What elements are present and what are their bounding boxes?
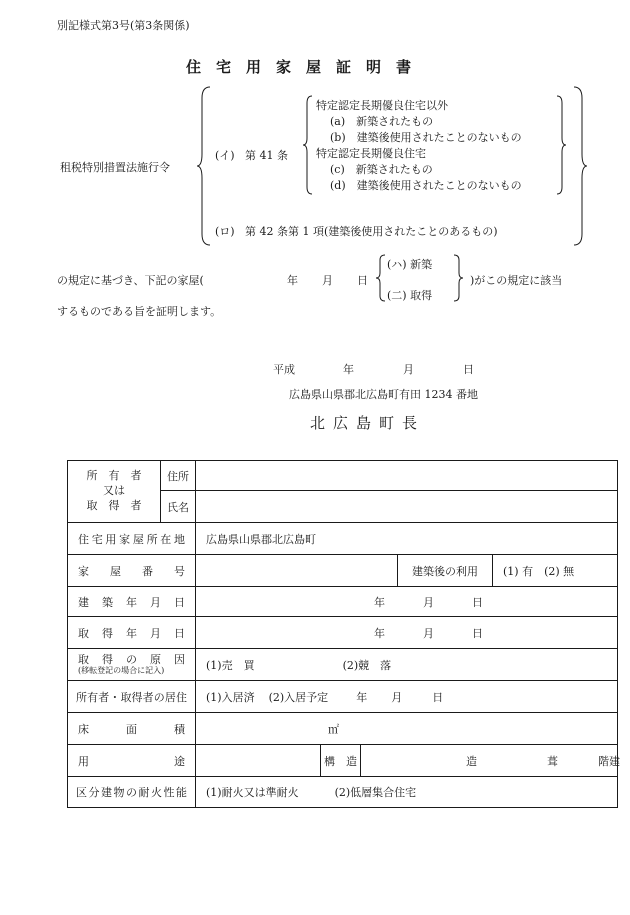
acquired-month: 月 [423,626,434,640]
house-number-row [68,555,618,587]
option-acquire: (二) 取得 [387,289,433,302]
group1-title: 特定認定長期優良住宅以外 [316,99,448,112]
floor-area-row [68,713,618,745]
statement-day: 日 [357,274,368,287]
statement-post: )がこの規定に該当 [470,274,563,287]
location-value[interactable]: 広島県山県郡北広島町 [196,523,618,555]
option-a: (a) 新築されたもの [330,115,434,128]
statement-line2: するものである旨を証明します。 [57,305,222,318]
built-date-field[interactable] [196,587,618,617]
use-after-build-label: 建築後の利用 [398,555,493,587]
acquired-date-field[interactable] [196,617,618,649]
fire-resistance-options[interactable] [196,777,618,808]
cause-label-cell [68,649,196,681]
cause-option-sale[interactable]: (1)売 買 [206,658,255,672]
acquired-date-row [68,617,618,649]
residence-option-moved-in[interactable]: (1)入居済 [206,690,255,704]
floor-area-unit: ㎡ [328,722,339,736]
use-after-build-value[interactable]: (1) 有 (2) 無 [493,555,618,587]
residence-row [68,681,618,713]
outer-right-brace [572,86,588,246]
statement-pre: の規定に基づき、下記の家屋( [57,274,204,287]
residence-day: 日 [432,690,444,704]
built-month: 月 [423,595,434,609]
house-number-field[interactable] [196,555,398,587]
location-label: 住宅用家屋所在地 [68,523,196,555]
acquired-year: 年 [374,626,385,640]
usage-label: 用途 [68,745,196,777]
residence-year: 年 [356,690,368,704]
statement-month: 月 [322,274,333,287]
option-c: (c) 新築されたもの [330,163,433,176]
document-title: 住宅用家屋証明書 [186,58,427,76]
owner-label-line3: 取 得 者 [86,498,142,512]
structure-floors: 階建 [598,754,620,768]
date-month: 月 [403,363,414,376]
residence-options[interactable] [196,681,618,713]
cause-option-auction[interactable]: (2)競 落 [342,658,392,672]
structure-zou: 造 [466,754,477,768]
usage-field[interactable] [196,745,321,777]
group2-title: 特定認定長期優良住宅 [316,147,426,160]
owner-label-cell [68,461,161,523]
fire-resistance-row [68,777,618,808]
cause-label: 取得の原因 [78,653,185,667]
item-i-label: (イ) [215,149,235,162]
fire-option-low-rise[interactable]: (2)低層集合住宅 [334,786,417,799]
address-label: 住所 [161,461,196,491]
inner-right-brace [555,95,567,195]
residence-option-planned[interactable]: (2)入居予定 [268,690,329,704]
owner-name-field[interactable] [196,491,618,523]
owner-address-row [68,461,618,491]
date-year: 年 [343,363,354,376]
built-date-row [68,587,618,617]
inner-left-brace [302,95,314,195]
option-b: (b) 建築後使用されたことのないもの [330,131,522,144]
structure-label: 構 造 [321,745,361,777]
certificate-form-table [67,460,618,808]
owner-label-line1: 所 有 者 [86,469,142,483]
residence-label: 所有者・取得者の居住 [68,681,196,713]
issuer-address: 広島県山県郡北広島町有田 1234 番地 [289,388,478,401]
option-new-build: (ハ) 新築 [387,258,433,271]
structure-field[interactable] [361,745,618,777]
floor-area-label: 床面積 [68,713,196,745]
outer-left-brace [196,86,212,246]
floor-area-field[interactable] [196,713,618,745]
law-name: 租税特別措置法施行令 [60,161,170,174]
fire-resistance-label: 区分建物の耐火性能 [68,777,196,808]
location-row [68,523,618,555]
house-number-label: 家屋番号 [68,555,196,587]
owner-address-field[interactable] [196,461,618,491]
item-ro-label: (ロ) [215,225,235,238]
name-label: 氏名 [161,491,196,523]
form-number-note: 別記様式第3号(第3条関係) [57,19,190,32]
date-day: 日 [463,363,474,376]
cause-options[interactable] [196,649,618,681]
item-i-article: 第 41 条 [245,149,288,162]
choice-right-brace [452,254,464,302]
item-ro-text: 第 42 条第 1 項(建築後使用されたことのあるもの) [245,225,498,238]
usage-structure-row [68,745,618,777]
built-date-label: 建築年月日 [68,587,196,617]
owner-label-line2: 又は [103,484,125,498]
cause-row [68,649,618,681]
acquired-date-label: 取得年月日 [68,617,196,649]
structure-roof: 葺 [547,754,558,768]
residence-month: 月 [391,690,403,704]
option-d: (d) 建築後使用されたことのないもの [330,179,522,192]
choice-left-brace [375,254,387,302]
statement-year: 年 [287,274,298,287]
cause-note: (移転登記の場合に記入) [78,666,165,676]
fire-option-fireproof[interactable]: (1)耐火又は準耐火 [206,786,299,799]
built-day: 日 [472,595,483,609]
date-era: 平成 [273,363,295,376]
acquired-day: 日 [472,626,483,640]
built-year: 年 [374,595,385,609]
issuer-mayor: 北広島町長 [310,414,426,432]
